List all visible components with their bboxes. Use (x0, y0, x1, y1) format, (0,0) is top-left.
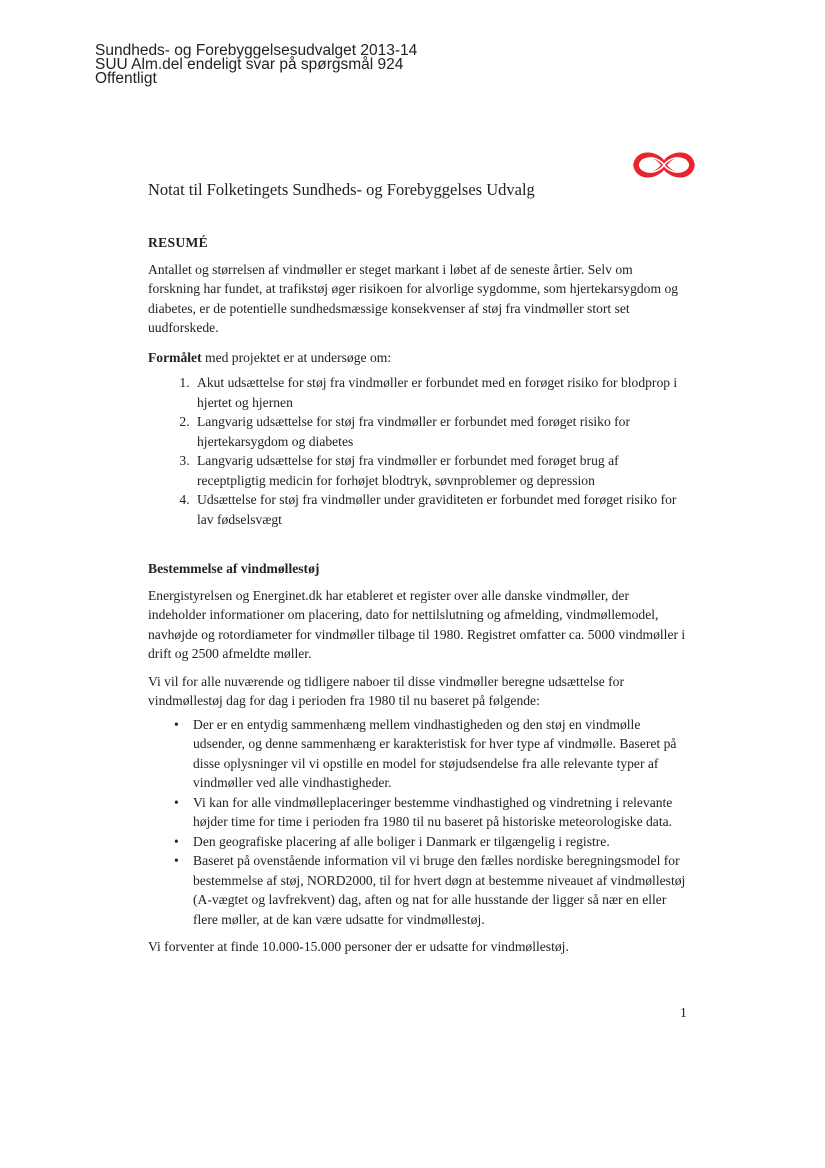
bullet-icon: • (174, 853, 179, 868)
stamp-line-status: Offentligt (95, 70, 157, 87)
list-item (174, 793, 688, 832)
document-stamp (95, 44, 417, 86)
infinity-logo-icon (630, 145, 698, 185)
list-item: 2. Langvarig udsættelse for støj fra vindmøller er forbundet med forøget risiko for hjertekarsygdom og diabetes (193, 412, 688, 451)
bullet-icon: • (174, 833, 179, 849)
purpose-lead (148, 348, 688, 368)
closing-paragraph: Vi forventer at finde 10.000-15.000 personer der er udsatte for vindmøllestøj. (148, 939, 569, 954)
purpose-bold: Formålet (148, 349, 202, 365)
document-body (148, 233, 688, 957)
list-item: 3. Langvarig udsættelse for støj fra vindmøller er forbundet med forøget brug af receptpligtig medicin for forhøjet blodtryk, søvnproblemer og depression (193, 451, 688, 490)
list-item-text: Den geografiske placering af alle boliger i Danmark er tilgængelig i registre. (193, 833, 610, 849)
page-number: 1 (680, 1005, 687, 1020)
list-item (174, 851, 688, 929)
resume-heading: RESUMÉ (148, 235, 208, 250)
register-paragraph: Energistyrelsen og Energinet.dk har etableret et register over alle danske vindmøller, der indeholder informationer om placering, dato for nettilslutning og afmelding, vindmøllemodel, navhøjde og rotordiameter for vindmøller tilbage til 1980. Registret omfatter ca. 5000 vindmøller i drift og 2500 afmeldte møller. (148, 587, 686, 661)
stamp-line-reference: SUU Alm.del endeligt svar på spørgsmål 924 (95, 56, 404, 73)
purpose-rest: med projektet er at undersøge om: (201, 349, 392, 365)
list-item: 4. Udsættelse for støj fra vindmøller under graviditeten er forbundet med forøget risiko for lav fødselsvægt (193, 490, 688, 529)
list-item: 1. Akut udsættelse for støj fra vindmøller er forbundet med en forøget risiko for blodprop i hjertet og hjernen (193, 373, 688, 412)
list-item-text: Vi kan for alle vindmølleplaceringer bestemme vindhastighed og vindretning i relevante højder time for time i perioden fra 1980 til nu baseret på historiske meteorologiske data. (193, 794, 673, 829)
list-item-text: Baseret på ovenstående information vil vi bruge den fælles nordiske beregningsmodel for bestemmelse af støj, NORD2000, til for hvert døgn at bestemme niveauet af vindmøllestøj (A-vægtet og lavfrekvent) dag, aften og nat for alle husstande der ligger så nær en eller flere møller, at de kan være udsatte for vindmøllestøj. (193, 853, 686, 927)
bullet-icon: • (174, 716, 179, 732)
resume-intro: Antallet og størrelsen af vindmøller er steget markant i løbet af de seneste årtier. Selv om forskning har fundet, at trafikstøj øger risikoen for alvorlige sygdomme, som hjertekarsygdom og diabetes, er de potentielle sundhedsmæssige konsekvenser af støj fra vindmøller stort set uudforskede. (148, 261, 679, 335)
purpose-list (148, 373, 688, 529)
stamp-line-committee: Sundheds- og Forebyggelsesudvalget 2013-14 (95, 42, 418, 59)
list-item (174, 832, 688, 852)
page-title: Notat til Folketingets Sundheds- og Forebyggelses Udvalg (148, 180, 535, 199)
list-item (174, 715, 688, 793)
list-item-text: Der er en entydig sammenhæng mellem vindhastigheden og den støj en vindmølle udsender, og denne sammenhæng er karakteristisk for hver type af vindmølle. Baseret på disse oplysninger vil vi opstille en model for støjudsendelse fra alle relevante typer af vindmøller ved alle vindhastigheder. (193, 716, 677, 790)
method-list (148, 715, 688, 930)
method-lead: Vi vil for alle nuværende og tidligere naboer til disse vindmøller beregne udsættelse for vindmøllestøj dag for dag i perioden fra 1980 til nu baseret på følgende: (148, 673, 624, 708)
section-heading: Bestemmelse af vindmøllestøj (148, 561, 320, 576)
bullet-icon: • (174, 794, 179, 810)
